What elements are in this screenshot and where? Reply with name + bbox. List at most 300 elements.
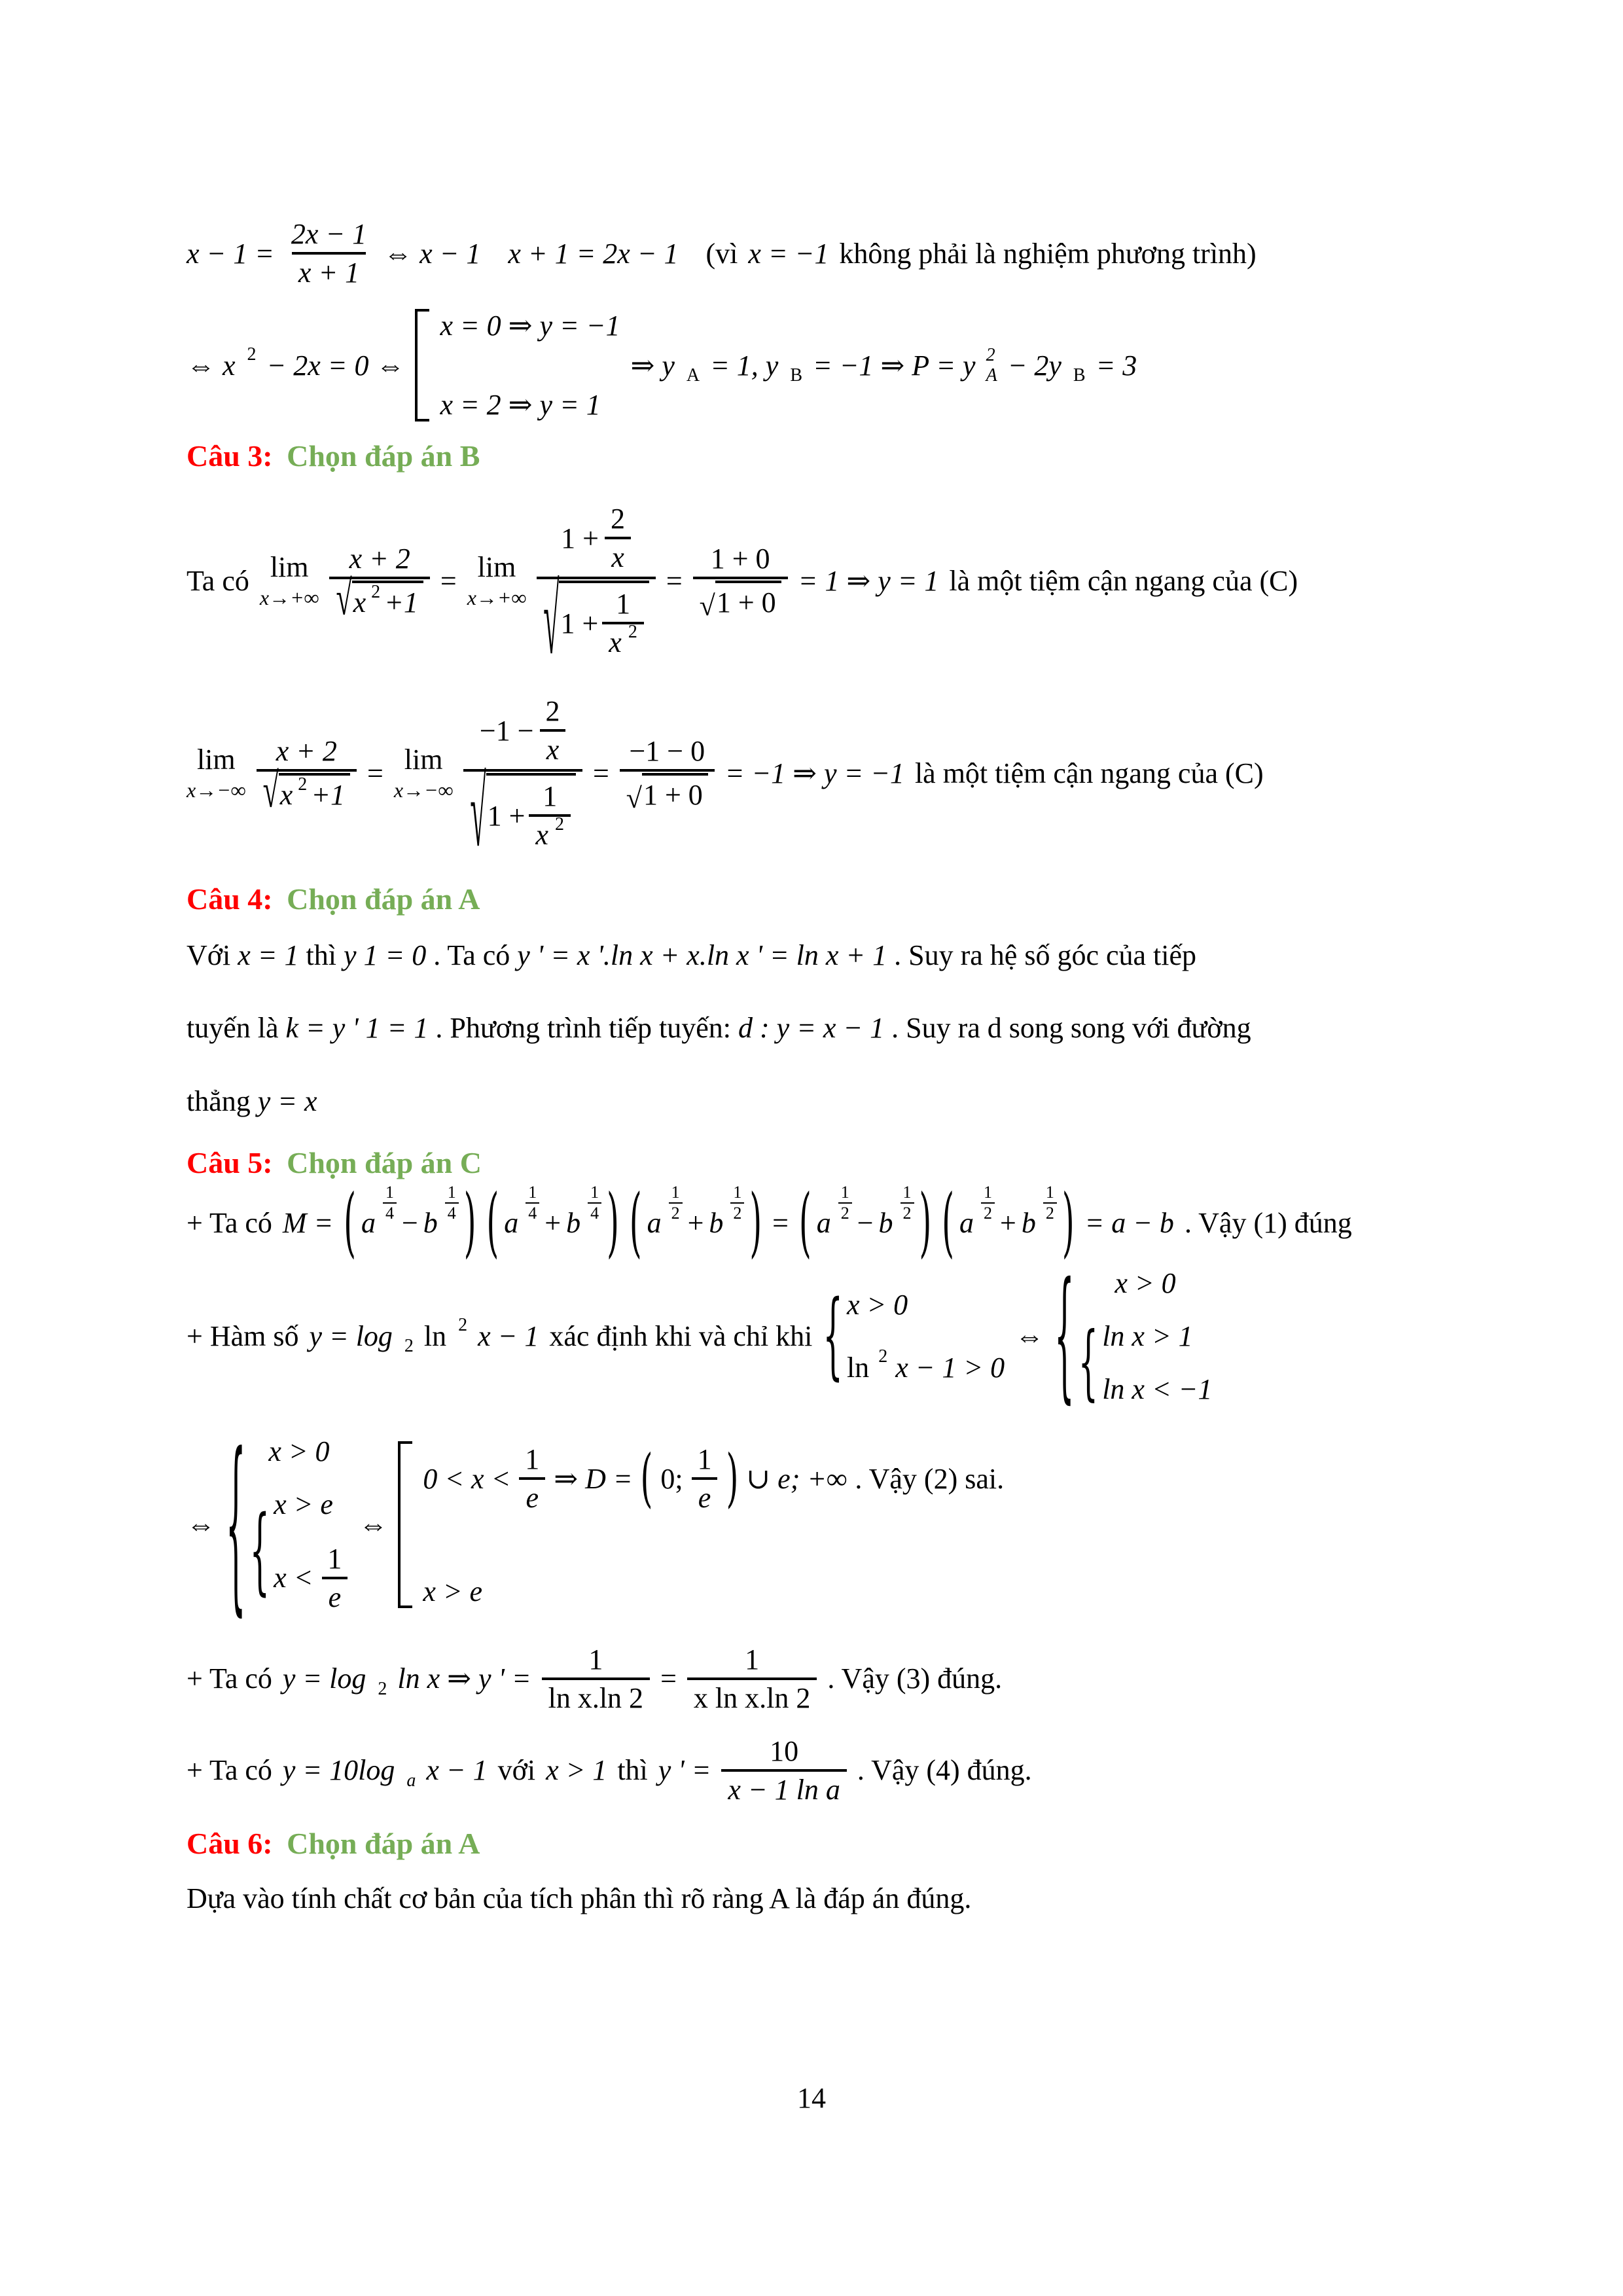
brace-open-icon: { xyxy=(823,1281,843,1391)
superscript: 2 xyxy=(371,581,381,602)
exp-num: 1 xyxy=(840,1183,849,1202)
question-label: Câu 4: xyxy=(187,882,273,916)
math-fragment: a xyxy=(647,1206,662,1239)
paren-close-icon: ) xyxy=(463,1178,476,1267)
nested-fraction xyxy=(539,693,567,768)
fraction-denominator xyxy=(529,814,571,853)
radicand: 1 + 0 xyxy=(715,581,781,619)
brace-open-icon: { xyxy=(1078,1315,1099,1410)
math-fragment: M = xyxy=(282,1206,334,1239)
sup-sub-stack xyxy=(986,346,997,386)
square-root xyxy=(626,773,708,815)
brace-cases xyxy=(1054,1253,1213,1419)
math-fragment: x = 1 xyxy=(238,939,299,971)
paren-close-icon: ) xyxy=(607,1178,619,1267)
body-text: + Ta có xyxy=(187,1754,272,1787)
equals: = xyxy=(440,564,457,597)
brace-open-icon: { xyxy=(226,1414,246,1635)
math-fragment: −1 − xyxy=(479,714,534,747)
math-fragment: x xyxy=(353,586,366,619)
fraction-numerator: x + 2 xyxy=(349,543,410,575)
fraction xyxy=(542,1641,650,1716)
superscript: 2 xyxy=(628,621,637,642)
math-fragment: 0 < x < xyxy=(423,1462,511,1495)
limit-operator xyxy=(467,553,527,608)
fraction-denominator: e xyxy=(692,1477,718,1516)
fraction xyxy=(620,733,715,813)
brace-cases xyxy=(823,1281,1005,1391)
heading-cau-6 xyxy=(187,1826,1453,1861)
equals: = xyxy=(772,1206,789,1239)
math-fragment: +1 xyxy=(384,586,418,619)
lim-subscript: x→−∞ xyxy=(393,778,454,802)
math-fragment: y = log xyxy=(282,1662,366,1695)
lim-word: lim xyxy=(404,744,443,776)
iff-symbol: ⇔ xyxy=(187,1509,215,1541)
bracket-open-icon xyxy=(398,1441,412,1608)
fraction-numerator xyxy=(473,692,573,769)
page-number: 14 xyxy=(797,2082,826,2114)
case-rows xyxy=(250,1435,349,1615)
body-text: thì xyxy=(617,1754,648,1787)
paren-group xyxy=(486,1178,619,1267)
body-text: . Vậy (1) đúng xyxy=(1184,1206,1352,1239)
radical-icon: √ xyxy=(626,782,642,815)
paren-group xyxy=(942,1178,1075,1267)
math-fragment: y 1 = 0 xyxy=(343,939,427,971)
fraction-numerator: 2 xyxy=(545,695,560,727)
body-text: . Suy ra d song song với đường xyxy=(891,1012,1251,1045)
fraction-numerator: 1 xyxy=(525,1443,540,1476)
exponent-fraction xyxy=(526,1183,539,1223)
body-text: Dựa vào tính chất cơ bản của tích phân thì rõ ràng A là đáp án đúng. xyxy=(187,1882,972,1914)
exp-den: 2 xyxy=(730,1202,744,1223)
paragraph-line xyxy=(187,1082,1453,1121)
fraction-numerator: 1 xyxy=(616,588,631,620)
brace-cases xyxy=(226,1414,348,1635)
equals: = xyxy=(660,1662,677,1695)
paren-group xyxy=(344,1178,476,1267)
body-text: là một tiệm cận ngang của (C) xyxy=(949,564,1298,597)
math-fragment: x − 1 > 0 xyxy=(895,1351,1005,1384)
nested-fraction xyxy=(604,501,632,575)
exp-num: 1 xyxy=(733,1183,742,1202)
case-row: x > 0 xyxy=(268,1435,330,1467)
exp-den: 4 xyxy=(383,1202,397,1223)
subscript: B xyxy=(790,365,803,386)
math-fragment: x xyxy=(535,819,548,851)
fraction-denominator xyxy=(537,565,656,675)
exp-den: 4 xyxy=(588,1202,601,1223)
lim-word: lim xyxy=(477,551,516,583)
fraction-denominator: x + 1 xyxy=(292,252,366,291)
brace-open-icon: { xyxy=(1054,1253,1075,1419)
limit-operator xyxy=(260,553,319,608)
bracket-cases xyxy=(398,1441,1004,1608)
body-text: . Vậy (4) đúng. xyxy=(857,1754,1032,1787)
math-fragment: ⇒ y xyxy=(630,349,675,382)
heading-cau-4 xyxy=(187,882,1453,916)
answer-text: Chọn đáp án B xyxy=(287,439,480,473)
exponent-fraction xyxy=(901,1183,914,1223)
math-fragment: b xyxy=(1021,1206,1036,1239)
case-row: ln x > 1 xyxy=(1102,1319,1193,1352)
paren-close-icon: ) xyxy=(1061,1178,1075,1267)
fraction-denominator: ln x.ln 2 xyxy=(542,1677,650,1716)
exp-den: 2 xyxy=(669,1202,683,1223)
paragraph-line xyxy=(187,1879,1453,1918)
body-text: + Ta có xyxy=(187,1206,272,1239)
body-text: + Ta có xyxy=(187,1662,272,1695)
note-text: (vì xyxy=(705,237,738,270)
lim-subscript: x→+∞ xyxy=(259,586,319,609)
exp-num: 1 xyxy=(590,1183,599,1202)
exponent-fraction xyxy=(588,1183,601,1223)
math-fragment: y = log xyxy=(309,1319,393,1352)
exponent-fraction xyxy=(1043,1183,1057,1223)
fraction xyxy=(463,692,582,868)
exp-num: 1 xyxy=(983,1183,992,1202)
radicand: 1 + 0 xyxy=(642,773,708,812)
square-root xyxy=(470,758,576,868)
square-root xyxy=(262,763,350,818)
paren-open-icon: ( xyxy=(629,1178,642,1267)
fraction-numerator: x + 2 xyxy=(276,735,337,767)
math-fragment: x − 1 xyxy=(478,1319,539,1352)
operator: − xyxy=(401,1206,418,1239)
fraction-denominator: x xyxy=(605,537,631,575)
subscript: A xyxy=(686,365,700,386)
subscript: 2 xyxy=(404,1336,414,1357)
paragraph-line xyxy=(187,936,1453,975)
exp-num: 1 xyxy=(528,1183,537,1202)
body-text: . Vậy (2) sai. xyxy=(855,1462,1005,1495)
math-fragment: ln xyxy=(846,1351,870,1384)
exponent-fraction xyxy=(445,1183,459,1223)
nested-fraction xyxy=(529,778,571,853)
math-fragment: k = y ' 1 = 1 xyxy=(285,1012,429,1045)
math-fragment: x + 1 = 2x − 1 xyxy=(508,237,679,270)
fraction-numerator: 10 xyxy=(770,1734,799,1767)
intro-text: Ta có xyxy=(187,564,249,597)
case-row: x = 0 ⇒ y = −1 xyxy=(440,310,620,342)
brace-open-icon: { xyxy=(249,1496,270,1607)
body-text: thì xyxy=(306,939,336,971)
fraction-numerator xyxy=(554,499,638,577)
fraction-denominator xyxy=(257,763,357,818)
system-line xyxy=(187,1414,1453,1635)
math-fragment: +1 xyxy=(311,779,345,811)
case-row: x = 2 ⇒ y = 1 xyxy=(440,389,601,421)
fraction-numerator: 1 xyxy=(543,780,558,812)
answer-text: Chọn đáp án A xyxy=(287,882,480,916)
radical-icon: √ xyxy=(699,590,715,622)
exp-num: 1 xyxy=(447,1183,456,1202)
superscript: 2 xyxy=(554,814,564,834)
math-fragment: = 3 xyxy=(1096,349,1137,382)
radical-icon: √ xyxy=(262,763,279,818)
nested-fraction xyxy=(602,586,644,660)
math-fragment: a xyxy=(816,1206,831,1239)
bracket-open-icon xyxy=(415,309,429,422)
paren-open-icon: ( xyxy=(486,1178,499,1267)
fraction xyxy=(687,1641,817,1716)
math-fragment: − 2y xyxy=(1007,349,1061,382)
equals: = xyxy=(367,757,383,789)
math-fragment: x = −1 xyxy=(748,237,829,270)
radicand xyxy=(352,581,423,619)
question-label: Câu 5: xyxy=(187,1146,273,1180)
math-fragment: b xyxy=(878,1206,893,1239)
exponent-fraction xyxy=(730,1183,744,1223)
math-fragment: x > 1 xyxy=(546,1754,607,1787)
lim-word: lim xyxy=(270,551,309,583)
operator: + xyxy=(544,1206,562,1239)
nested-brace-cases xyxy=(250,1488,349,1615)
answer-text: Chọn đáp án A xyxy=(287,1826,480,1860)
math-fragment: ln xyxy=(423,1319,447,1352)
math-fragment: b xyxy=(709,1206,724,1239)
exp-num: 1 xyxy=(902,1183,912,1202)
fraction-denominator xyxy=(329,571,429,626)
operator: − xyxy=(857,1206,874,1239)
radical-icon: √ xyxy=(543,565,560,675)
paren-open-icon: ( xyxy=(798,1178,812,1267)
subscript: B xyxy=(1073,365,1086,386)
math-fragment: ln x ⇒ y ' = xyxy=(397,1662,531,1695)
derivative-line-4 xyxy=(187,1733,1453,1808)
exponent-fraction xyxy=(981,1183,995,1223)
exp-den: 4 xyxy=(526,1202,539,1223)
fraction-numerator: 1 xyxy=(327,1542,342,1575)
page-content xyxy=(187,216,1453,1918)
superscript: 2 xyxy=(247,344,257,365)
heading-cau-3 xyxy=(187,439,1453,473)
exp-den: 2 xyxy=(901,1202,914,1223)
radicand xyxy=(279,773,350,812)
heading-cau-5 xyxy=(187,1145,1453,1180)
case-row xyxy=(423,1441,1004,1516)
math-fragment: = 1 ⇒ y = 1 xyxy=(798,564,939,597)
fraction-denominator: x xyxy=(540,729,566,768)
radicand xyxy=(559,581,649,660)
math-fragment: x − 1 xyxy=(426,1754,488,1787)
fraction xyxy=(691,1441,719,1516)
case-row: x > 0 xyxy=(846,1288,908,1321)
square-root xyxy=(543,565,649,675)
paren-close-icon: ) xyxy=(749,1178,762,1267)
fraction xyxy=(321,1541,348,1615)
square-root xyxy=(699,581,781,622)
math-fragment: a xyxy=(504,1206,519,1239)
subscript: A xyxy=(986,365,997,386)
fraction xyxy=(329,541,429,626)
paren-open-icon: ( xyxy=(942,1178,954,1267)
case-rows xyxy=(1078,1266,1213,1410)
paren-group xyxy=(798,1178,932,1267)
math-fragment: y = 10log xyxy=(282,1754,395,1787)
body-text: với xyxy=(497,1754,536,1787)
operator: + xyxy=(687,1206,704,1239)
exponent-fraction xyxy=(838,1183,852,1223)
question-label: Câu 3: xyxy=(187,439,273,473)
iff-symbol: ⇔ xyxy=(359,1509,388,1541)
math-fragment: a xyxy=(361,1206,376,1239)
body-text: tuyến là xyxy=(187,1012,279,1045)
fraction-denominator: x ln x.ln 2 xyxy=(687,1677,817,1716)
paren-open-icon: ( xyxy=(344,1178,356,1267)
body-text: . Phương trình tiếp tuyến: xyxy=(435,1012,732,1045)
fraction-denominator xyxy=(602,622,644,660)
math-fragment: x < xyxy=(274,1562,313,1594)
equation-line-2 xyxy=(187,309,1453,422)
exp-den: 2 xyxy=(981,1202,995,1223)
fraction xyxy=(257,733,357,818)
square-root xyxy=(336,571,423,626)
case-rows xyxy=(847,1288,1005,1384)
radical-icon: √ xyxy=(470,758,486,868)
fraction xyxy=(518,1441,546,1516)
math-fragment: y = x xyxy=(257,1085,317,1117)
math-fragment: a xyxy=(959,1206,974,1239)
exponent-fraction xyxy=(383,1183,397,1223)
case-row xyxy=(846,1346,1005,1384)
superscript: 2 xyxy=(298,774,308,795)
fraction-numerator: 2x − 1 xyxy=(291,218,367,250)
case-rows xyxy=(274,1488,348,1615)
body-text: . Vậy (3) đúng. xyxy=(827,1662,1003,1695)
paren-close-icon: ) xyxy=(919,1178,932,1267)
case-rows xyxy=(1102,1319,1212,1406)
body-text: xác định khi và chỉ khi xyxy=(549,1319,813,1352)
exp-den: 4 xyxy=(445,1202,459,1223)
domain-line xyxy=(187,1253,1453,1419)
math-fragment: y ' = x '.ln x + x.ln x ' = ln x + 1 xyxy=(517,939,887,971)
operator: + xyxy=(999,1206,1016,1239)
math-fragment: 0; xyxy=(660,1462,683,1495)
fraction xyxy=(537,499,656,675)
case-row: x > e xyxy=(423,1575,483,1608)
exp-den: 2 xyxy=(1043,1202,1057,1223)
body-text: Với xyxy=(187,939,231,971)
lim-subscript: x→+∞ xyxy=(467,586,527,609)
math-fragment: b xyxy=(566,1206,581,1239)
fraction-numerator: 1 xyxy=(697,1443,712,1476)
fraction-denominator xyxy=(463,758,582,868)
paren-group xyxy=(629,1178,762,1267)
math-fragment: = −1 ⇒ y = −1 xyxy=(724,757,904,789)
limit-line-1 xyxy=(187,499,1453,675)
paren-open-icon: ( xyxy=(640,1442,653,1516)
math-fragment: = −1 ⇒ P = y xyxy=(813,349,976,382)
limit-operator xyxy=(394,745,454,800)
limit-line-2 xyxy=(187,692,1453,868)
superscript: 2 xyxy=(878,1346,888,1367)
body-text: thẳng xyxy=(187,1085,251,1117)
bracket-cases xyxy=(415,309,620,422)
fraction-numerator: 2 xyxy=(610,503,625,535)
equals: = xyxy=(666,564,683,597)
math-fragment: − 2x = 0 ⇔ xyxy=(266,349,405,382)
equals: = xyxy=(592,757,609,789)
exp-num: 1 xyxy=(385,1183,394,1202)
fraction-denominator: x − 1 ln a xyxy=(721,1769,846,1808)
case-row: x > 0 xyxy=(1115,1266,1176,1299)
math-fragment: ⇒ D = xyxy=(554,1462,633,1495)
exp-den: 2 xyxy=(838,1202,852,1223)
exp-num: 1 xyxy=(671,1183,680,1202)
math-fragment: b xyxy=(423,1206,438,1239)
case-row: x > e xyxy=(274,1488,333,1520)
paragraph-line xyxy=(187,1009,1453,1047)
limit-operator xyxy=(187,745,246,800)
math-fragment: ⇔ x xyxy=(187,349,236,382)
radicand xyxy=(486,773,576,853)
case-rows xyxy=(423,1441,1004,1608)
math-fragment: x xyxy=(279,779,293,811)
fraction-denominator: e xyxy=(519,1477,545,1516)
math-fragment: 1 + xyxy=(560,607,599,639)
fraction xyxy=(721,1733,846,1808)
question-label: Câu 6: xyxy=(187,1826,273,1860)
case-row: ln x < −1 xyxy=(1102,1372,1213,1405)
note-text: không phải là nghiệm phương trình) xyxy=(839,237,1257,270)
fraction xyxy=(693,541,788,620)
fraction-denominator: e xyxy=(322,1577,348,1615)
math-fragment: 1 + xyxy=(561,522,599,554)
radical-icon: √ xyxy=(336,571,352,626)
lim-word: lim xyxy=(196,744,236,776)
body-text: + Hàm số xyxy=(187,1319,299,1352)
superscript: 2 xyxy=(458,1315,468,1336)
math-fragment: = 1, y xyxy=(710,349,779,382)
body-text: là một tiệm cận ngang của (C) xyxy=(914,757,1264,789)
math-fragment: y ' = xyxy=(658,1754,711,1787)
iff-symbol: ⇔ xyxy=(1015,1319,1044,1352)
paren-close-icon: ) xyxy=(726,1442,739,1516)
case-rows xyxy=(440,309,620,422)
fraction-denominator xyxy=(693,577,788,620)
math-fragment: = a − b xyxy=(1084,1206,1174,1239)
body-text: . Ta có xyxy=(433,939,510,971)
equation-line-1 xyxy=(187,216,1453,291)
math-fragment: 1 + xyxy=(487,799,526,832)
math-fragment: x xyxy=(609,626,622,658)
exp-num: 1 xyxy=(1045,1183,1054,1202)
nested-brace-cases xyxy=(1078,1315,1213,1410)
math-fragment: ⇔ x − 1 xyxy=(383,237,481,270)
fraction-numerator: −1 − 0 xyxy=(629,735,705,767)
m-identity-line xyxy=(187,1178,1453,1267)
fraction xyxy=(285,216,373,291)
math-fragment: ∪ e; +∞ xyxy=(746,1462,847,1495)
exponent-fraction xyxy=(669,1183,683,1223)
derivative-line-3 xyxy=(187,1641,1453,1716)
subscript: 2 xyxy=(378,1678,387,1699)
fraction-denominator xyxy=(620,769,715,813)
superscript: 2 xyxy=(986,344,995,365)
case-row xyxy=(274,1541,348,1615)
math-fragment: x − 1 = xyxy=(187,237,274,270)
body-text: . Suy ra hệ số góc của tiếp xyxy=(894,939,1197,971)
fraction-numerator: 1 xyxy=(588,1643,603,1676)
lim-subscript: x→−∞ xyxy=(187,778,246,802)
fraction-numerator: 1 xyxy=(745,1643,760,1676)
answer-text: Chọn đáp án C xyxy=(287,1146,482,1180)
subscript: a xyxy=(406,1770,416,1791)
fraction-numerator: 1 + 0 xyxy=(710,543,770,575)
math-fragment: d : y = x − 1 xyxy=(738,1012,885,1045)
